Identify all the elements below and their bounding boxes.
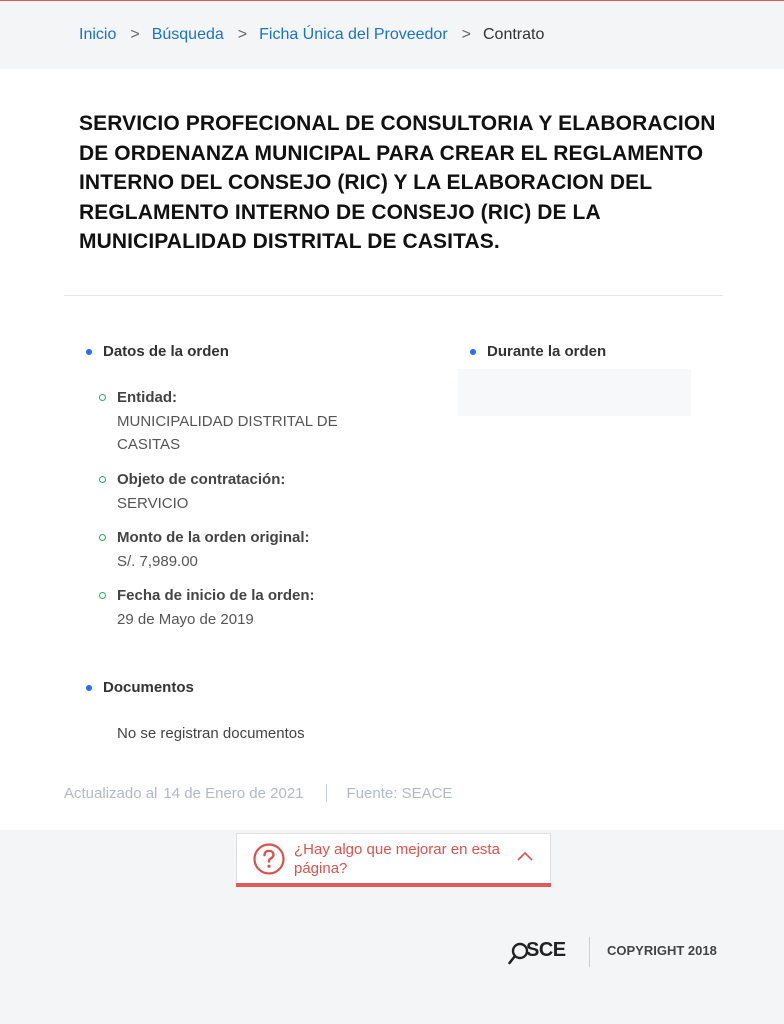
- during-order-heading: [470, 343, 606, 360]
- bullet-icon: [86, 685, 92, 691]
- original-amount-value: S/. 7,989.00: [117, 553, 198, 570]
- breadcrumb-search-link[interactable]: Búsqueda: [151, 26, 224, 43]
- chevron-right-icon: >: [237, 26, 248, 43]
- start-date-value: 29 de Mayo de 2019: [117, 611, 254, 628]
- start-date-label: Fecha de inicio de la orden:: [117, 587, 315, 604]
- contract-object-value: SERVICIO: [117, 495, 189, 512]
- circle-bullet-icon: [99, 394, 106, 401]
- breadcrumb-home-link[interactable]: Inicio: [79, 26, 117, 43]
- entity-label: Entidad:: [117, 389, 177, 406]
- no-documents-text: No se registran documentos: [117, 725, 305, 742]
- question-circle-icon: [253, 843, 285, 875]
- updated-label: Actualizado al: [64, 784, 158, 802]
- copyright-text: COPYRIGHT 2018: [607, 943, 717, 958]
- breadcrumb-supplier-link[interactable]: Ficha Única del Proveedor: [259, 26, 448, 43]
- chevron-right-icon: >: [130, 26, 140, 43]
- chevron-up-icon[interactable]: [517, 851, 533, 861]
- breadcrumb-current: Contrato: [483, 26, 545, 43]
- feedback-text: ¿Hay algo que mejorar en esta página?: [294, 841, 500, 877]
- footer-divider: [589, 937, 590, 967]
- update-info: [64, 784, 452, 802]
- chevron-right-icon: >: [461, 26, 471, 43]
- documents-heading-label: Documentos: [103, 679, 194, 696]
- logo-text: SCE: [526, 939, 566, 961]
- breadcrumb: [0, 1, 784, 69]
- during-order-heading-label: Durante la orden: [487, 343, 607, 360]
- bullet-icon: [470, 349, 476, 355]
- entity-value: MUNICIPALIDAD DISTRITAL DE CASITAS: [117, 413, 338, 453]
- circle-bullet-icon: [99, 534, 106, 541]
- updated-date: 14 de Enero de 2021: [163, 784, 304, 802]
- osce-logo: [508, 939, 574, 965]
- info-divider: [326, 784, 327, 802]
- circle-bullet-icon: [99, 476, 106, 483]
- order-data-heading: [86, 343, 229, 360]
- original-amount-label: Monto de la orden original:: [117, 529, 310, 546]
- documents-heading: [86, 679, 194, 696]
- source-text: Fuente: SEACE: [346, 784, 453, 802]
- circle-bullet-icon: [99, 592, 106, 599]
- feedback-toggle[interactable]: [236, 833, 551, 887]
- order-data-heading-label: Datos de la orden: [103, 343, 229, 360]
- contract-title: SERVICIO PROFECIONAL DE CONSULTORIA Y ELABORACION DE ORDENANZA MUNICIPAL PARA CREAR EL REGLAMENTO INTERNO DEL CONSEJO (RIC) Y LA ELABORACION DEL REGLAMENTO INTERNO DE CONSEJO (RIC) DE LA MUNICIPALIDAD DISTRITAL DE CASITAS.: [79, 112, 716, 253]
- title-divider: [64, 295, 723, 296]
- contract-object-label: Objeto de contratación:: [117, 471, 286, 488]
- bullet-icon: [86, 349, 92, 355]
- feedback-accent-bar: [236, 883, 551, 887]
- during-order-content: [458, 369, 691, 416]
